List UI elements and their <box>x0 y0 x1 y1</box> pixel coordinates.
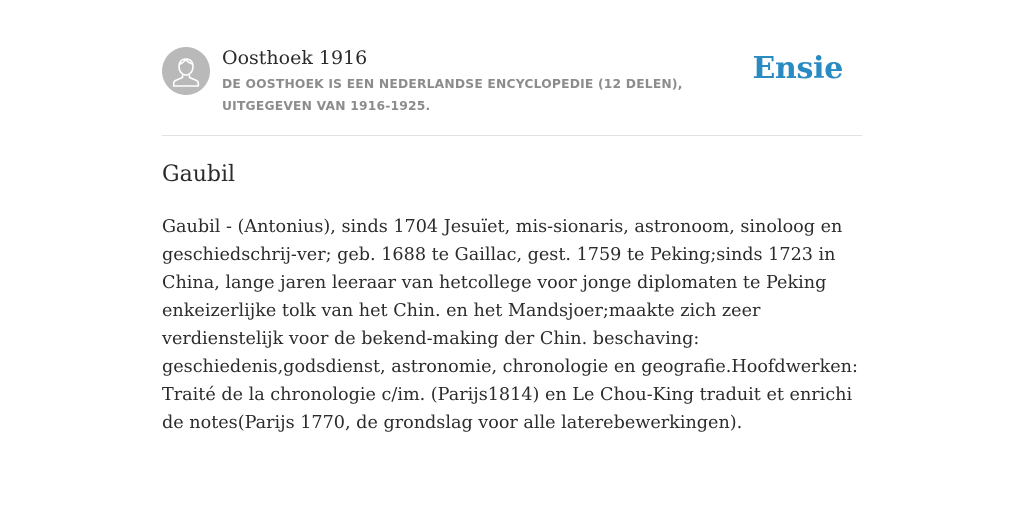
source-header <box>162 46 862 136</box>
brand-logo[interactable]: Ensie <box>752 51 843 86</box>
source-title[interactable]: Oosthoek 1916 <box>222 47 368 69</box>
divider <box>162 135 862 136</box>
user-icon[interactable] <box>162 47 210 95</box>
entry-body: Gaubil - (Antonius), sinds 1704 Jesuïet, mis-sionaris, astronoom, sinoloog en geschiedschrij-ver; geb. 1688 te Gaillac, gest. 1759 te Peking;sinds 1723 in China, lange jaren leeraar van hetcollege voor jonge diplomaten te Peking enkeizerlijke tolk van het Chin. en het Mandsjoer;maakte zich zeer verdienstelijk voor de bekend-making der Chin. beschaving: geschiedenis,godsdienst, astronomie, chronologie en geografie.Hoofdwerken: Traité de la chronologie c/im. (Parijs1814) en Le Chou-King traduit et enrichi de notes(Parijs 1770, de grondslag voor alle laterebewerkingen). <box>162 217 858 433</box>
entry-title: Gaubil <box>162 162 236 187</box>
source-description: DE OOSTHOEK IS EEN NEDERLANDSE ENCYCLOPEDIE (12 DELEN), UITGEGEVEN VAN 1916-1925. <box>222 77 683 113</box>
